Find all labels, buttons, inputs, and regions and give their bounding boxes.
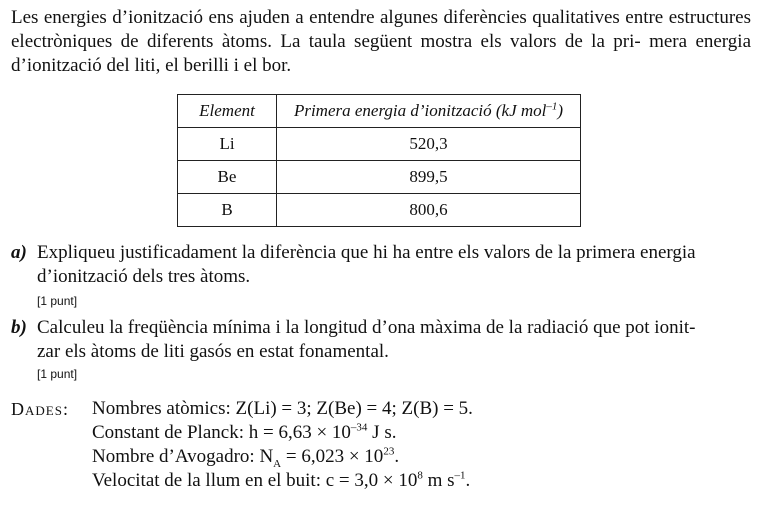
question-b xyxy=(11,316,751,364)
intro-line-2: estructures electròniques de diferents àtoms. La taula següent mostra els valors de la pri- xyxy=(11,7,751,52)
cell-energy: 520,3 xyxy=(277,128,581,161)
cell-element: Be xyxy=(178,161,277,194)
question-b-label: b) xyxy=(11,317,27,338)
question-b-points: [1 punt] xyxy=(37,367,78,381)
intro-line-3: mera energia d’ionització del liti, el berilli i el bor. xyxy=(11,31,752,76)
question-a-label: a) xyxy=(11,242,27,263)
dades-avogadro: Nombre d’Avogadro: $N_A = 6,023 \times 10^{23}$. xyxy=(92,445,400,470)
table-header-row xyxy=(178,95,581,128)
table-row xyxy=(178,128,581,161)
question-a-points: [1 punt] xyxy=(37,294,78,308)
table-row xyxy=(178,194,581,227)
dades-atomic-numbers: Nombres atòmics: Z(Li) = 3; Z(Be) = 4; Z(B) = 5. xyxy=(92,398,473,419)
cell-energy: 899,5 xyxy=(277,161,581,194)
question-b-line-2: zar els àtoms de liti gasós en estat fonamental. xyxy=(37,341,389,362)
intro-line-1: Les energies d’ionització ens ajuden a entendre algunes diferències qualitatives entre xyxy=(11,7,664,28)
header-energy: Primera energia d’ionització (kJ mol$^{-1}$) xyxy=(277,95,581,128)
cell-element: Li xyxy=(178,128,277,161)
question-b-line-1: Calculeu la freqüència mínima i la longitud d’ona màxima de la radiació que pot ionit- xyxy=(37,317,696,338)
question-a-line-1: Expliqueu justificadament la diferència que hi ha entre els valors de la primera energia xyxy=(37,242,696,263)
question-a-line-2: d’ionització dels tres àtoms. xyxy=(37,266,251,287)
question-a xyxy=(11,241,751,289)
dades-label: Dades: xyxy=(11,399,69,419)
table-row xyxy=(178,161,581,194)
dades-light-speed: Velocitat de la llum en el buit: $c = 3,0 \times 10^8$ m $s^{-1}$. xyxy=(92,469,471,491)
cell-element: B xyxy=(178,194,277,227)
cell-energy: 800,6 xyxy=(277,194,581,227)
ionization-table xyxy=(177,94,581,227)
dades-planck: Constant de Planck: $h = 6,63 \times 10^{-34}$ J s. xyxy=(92,421,397,443)
intro-paragraph xyxy=(11,6,751,78)
header-element: Element xyxy=(178,95,277,128)
